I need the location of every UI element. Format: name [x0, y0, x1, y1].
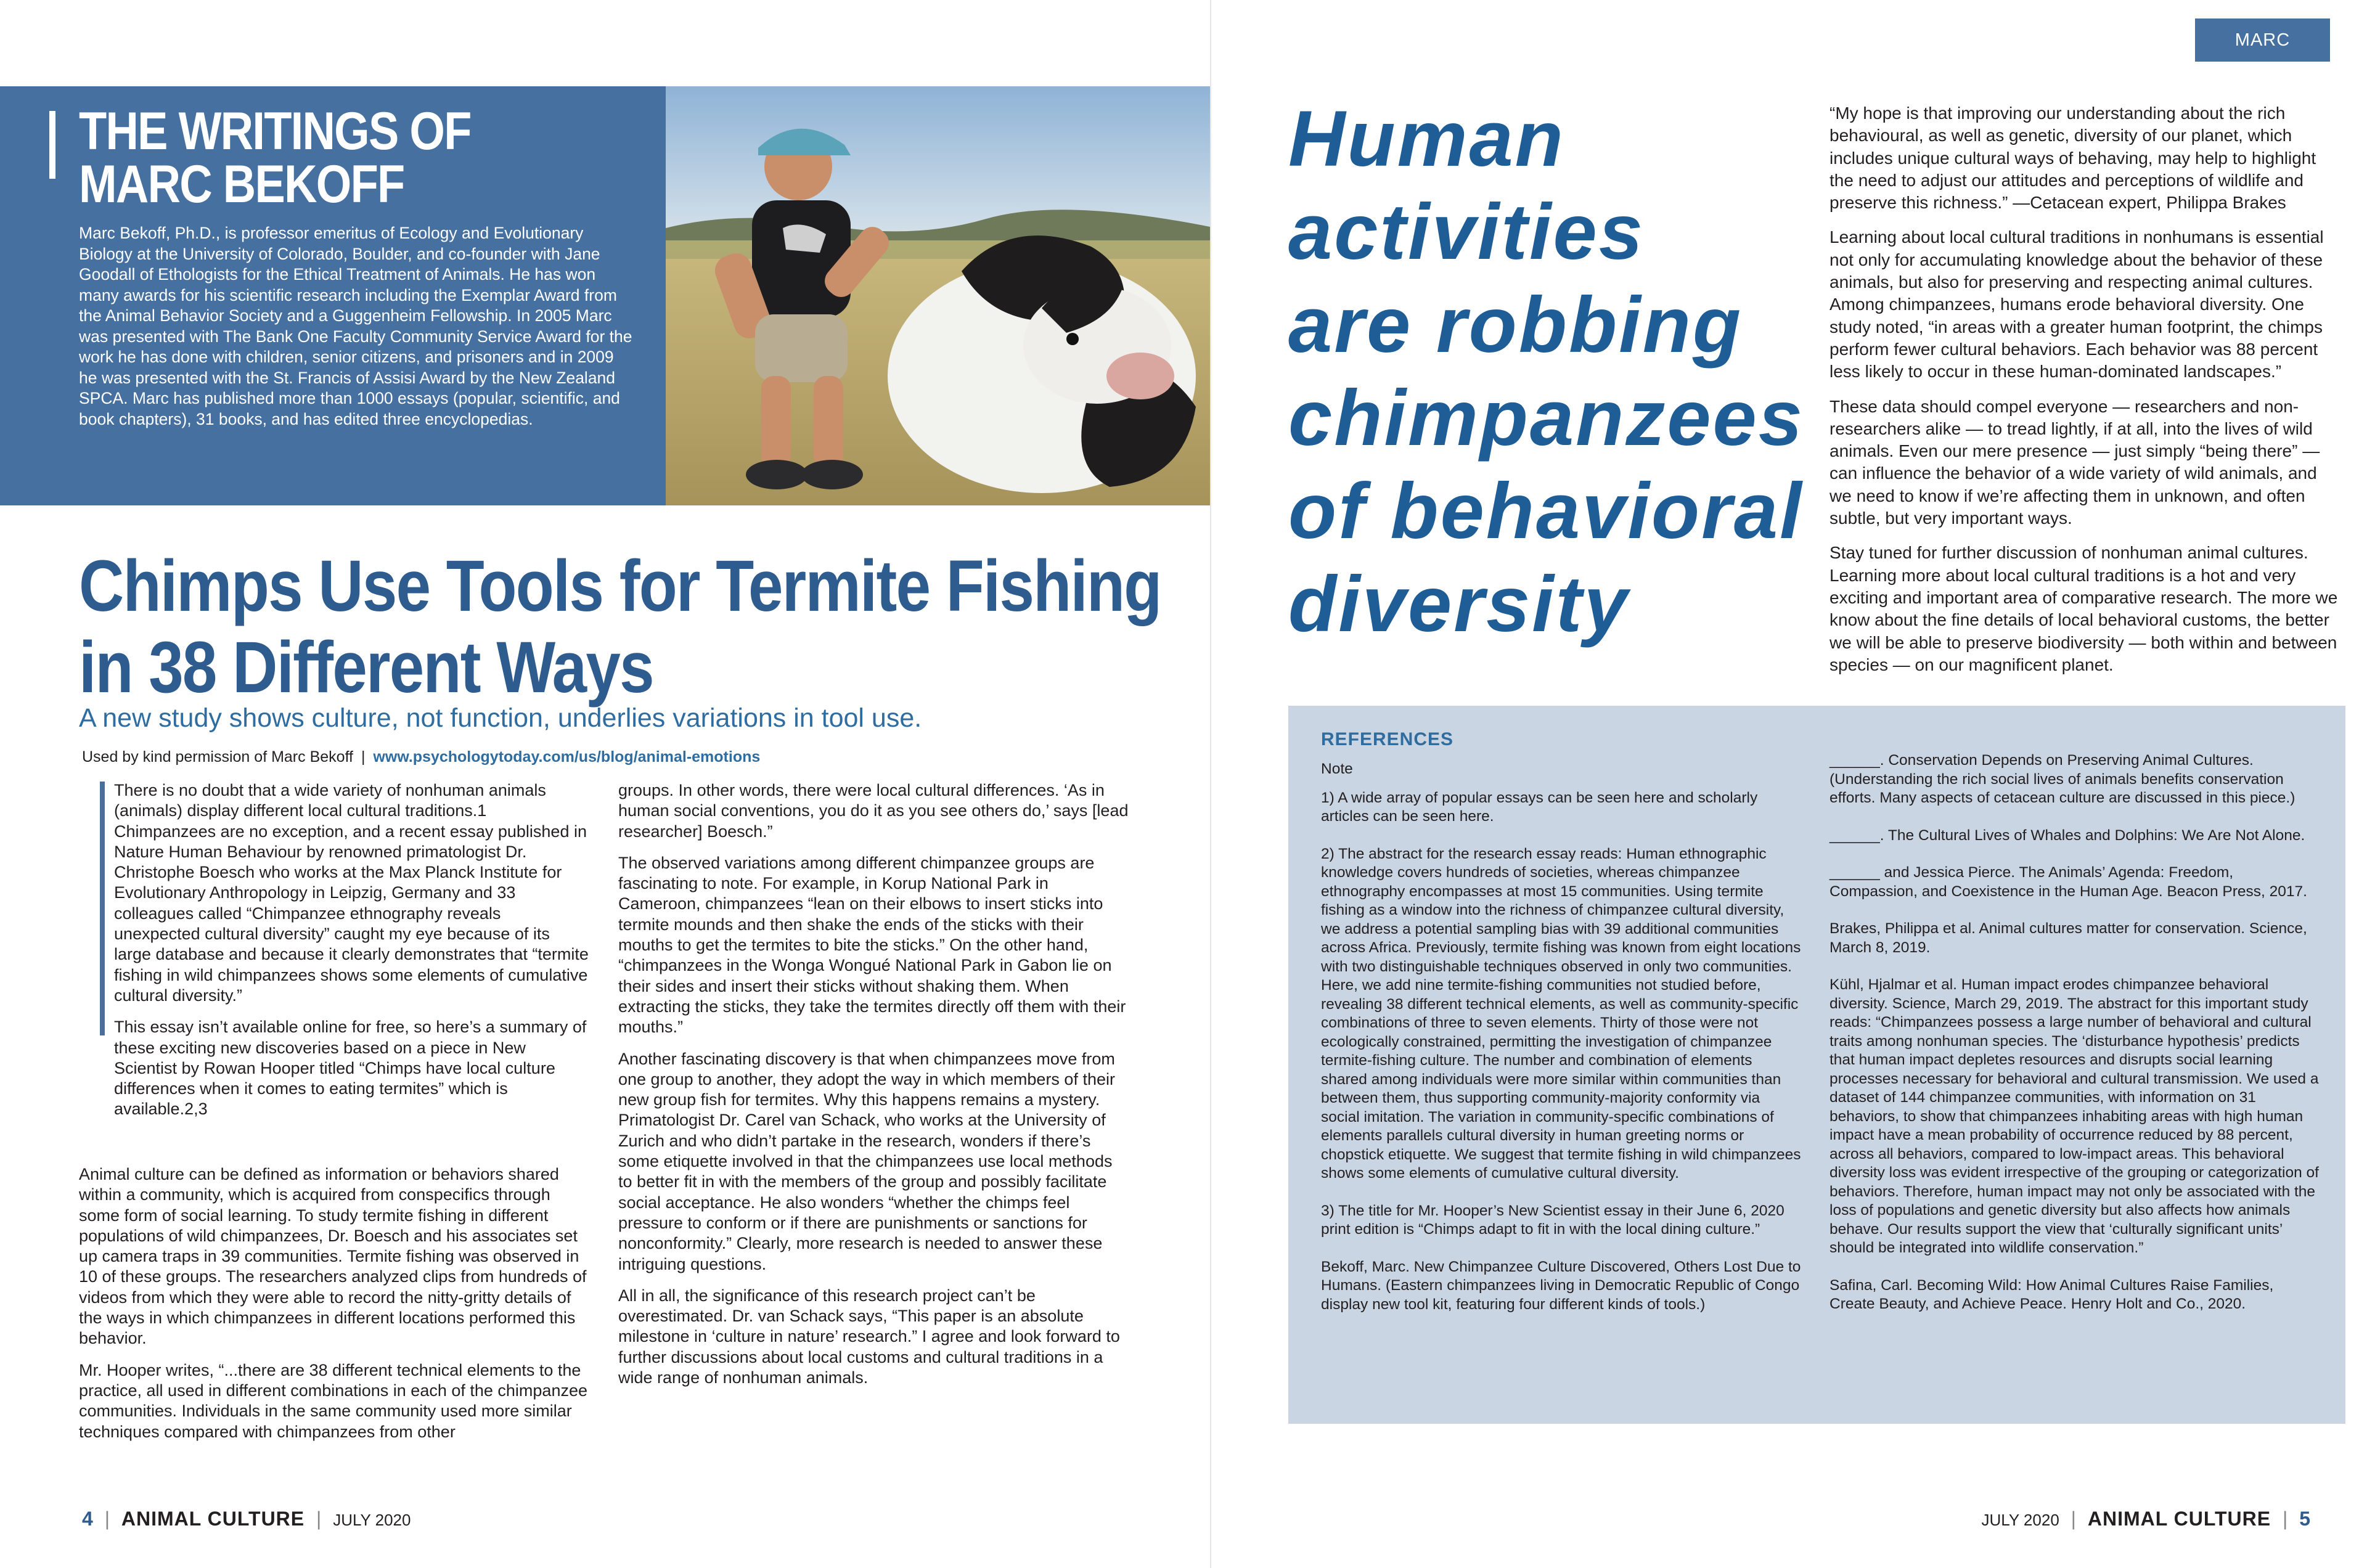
publication-name: ANIMAL CULTURE — [2087, 1508, 2271, 1530]
paragraph: There is no doubt that a wide variety of nonhuman animals (animals) display different local cultural traditions.1 Chimpanzees are no exception, and a recent essay published in Nature Human Behaviour by renowned primatologist Dr. Christophe Boesch who works at the Max Planck Institute for Evolutionary Anthropology in Leipzig, Germany and 33 colleagues called “Chimpanzee ethnography reveals unexpected cultural diversity” caught my eye because of its large database and because it clearly demonstrates that “termite fishing in wild chimpanzees shows some elements of cumulative cultural diversity.” — [114, 781, 589, 1005]
reference-item: ______ and Jessica Pierce. The Animals’ Agenda: Freedom, Compassion, and Coexistence in the Human Age. Beacon Press, 2017. — [1829, 864, 2307, 900]
reference-item: Kühl, Hjalmar et al. Human impact erodes chimpanzee behavioral diversity. Science, March 29, 2019. The abstract for this important study reads: “Chimpanzees possess a large number of behavioral and cultural traits among nonhuman species. The ‘disturbance hypothesis’ predicts that human impact depletes resources and disrupts social learning processes necessary for behavioral and cultural transmission. We used a dataset of 144 chimpanzee communities, with information on 31 behaviors, to show that chimpanzees inhabiting areas with high human impact have a mean probability of occurrence reduced by 88 percent, across all behaviors, compared to low-impact areas. This behavioral diversity loss was evident irrespective of the grouping or categorization of behaviors. Therefore, human impact may not only be associated with the loss of populations and genetic diversity but also affects how animals behave. Our results support the view that ‘culturally significant units’ should be integrated into wildlife conservation.” — [1829, 976, 2319, 1256]
article-subtitle: A new study shows culture, not function, underlies variations in tool use. — [79, 703, 922, 733]
pull-quote-line: are robbing — [1288, 281, 1743, 369]
paragraph: These data should compel everyone — researchers and non-researchers alike — to tread lightly, if at all, into the lives of wild animals. Even our mere presence — just simply “being there” — can influence the behavior of a wide variety of wild animals, and we need to know if we’re affecting them in unknown, and often subtle, but very important ways. — [1829, 396, 2320, 528]
page-number: 5 — [2299, 1508, 2310, 1530]
issue-date: JULY 2020 — [333, 1511, 411, 1529]
pull-quote-line: diversity — [1288, 560, 1630, 648]
paragraph: The observed variations among different chimpanzee groups are fascinating to note. For example, in Korup National Park in Cameroon, chimpanzees “lean on their elbows to insert sticks into termite mounds and then shake the ends of the sticks with their mouths to get the termites to bite the sticks.” On the other hand, “chimpanzees in the Wonga Wongué National Park in Gabon lie on their sides and insert their sticks without shaking them. When extracting the sticks, they take the termites directly off them with their mouths.” — [618, 853, 1126, 1037]
article-title-line1: Chimps Use Tools for Termite Fishing — [79, 545, 1161, 627]
paragraph: This essay isn’t available online for free, so here’s a summary of these exciting new discoveries based on a piece in New Scientist by Rowan Hooper titled “Chimps have local culture differences when it comes to eating termites” which is available.2,3 — [114, 1018, 587, 1119]
reference-item: 2) The abstract for the research essay reads: Human ethnographic knowledge covers hundreds of societies, whereas chimpanzee ethnography encompasses at most 15 communities. Using termite fishing as a window into the richness of chimpanzee cultural diversity, we address a potential sampling bias with 39 additional communities across Africa. Previously, termite fishing was known from eight locations with two distinguishable techniques observed in only two communities. Here, we add nine termite-fishing communities not studied before, revealing 38 different technical elements, as well as community-specific combinations of three to seven elements. Thirty of those were not ecologically constrained, permitting the investigation of chimpanzee termite-fishing culture. The number and combination of elements shared among individuals were more similar within communities than between them, thus supporting community-majority conformity via social imitation. The variation in community-specific combinations of elements parallels cultural diversity in human greeting norms or chopstick etiquette. We suggest that termite fishing in wild chimpanzees shows some elements of cumulative cultural diversity. — [1321, 845, 1801, 1182]
author-photo — [666, 86, 1210, 505]
intro-accent-bar — [100, 782, 105, 1035]
article-title — [79, 545, 1161, 708]
publication-name: ANIMAL CULTURE — [121, 1508, 305, 1530]
paragraph: All in all, the significance of this research project can’t be overestimated. Dr. van Schack says, “This paper is an absolute milestone in ‘culture in nature’ research.” I agree and look forward to further discussions about local customs and cultural traditions in a wide range of nonhuman animals. — [618, 1286, 1120, 1387]
paragraph: “My hope is that improving our understanding about the rich behavioural, as well as genetic, diversity of our planet, which includes unique cultural ways of behaving, may help to highlight the need to adjust our attitudes and perceptions of wildlife and preserve this richness.” —Cetacean expert, Philippa Brakes — [1829, 104, 2316, 213]
bio-heading — [79, 102, 556, 214]
paragraph: groups. In other words, there were local cultural differences. ‘As in human social conventions, you do it as you see others do,’ says [lead researcher] Boesch.” — [618, 781, 1129, 841]
folio-separator: | — [2283, 1508, 2288, 1530]
paragraph: Mr. Hooper writes, “...there are 38 different technical elements to the practice, all used in different combinations in each of the chimpanzee communities. Individuals in the same community used more similar techniques compared with chimpanzees from other — [79, 1360, 587, 1441]
permission-credit — [82, 747, 1192, 767]
body-column-1 — [79, 1164, 589, 1453]
folio-left — [82, 1506, 411, 1532]
paragraph: Another fascinating discovery is that when chimpanzees move from one group to another, they adopt the way in which members of their new group fish for termites. Why this happens remains a mystery. Primatologist Dr. Carel van Schack, who works at the University of Zurich and who didn’t partake in the research, wonders if there’s some etiquette involved in that the chimpanzees use local methods to better fit in with the members of the group and possibly facilitate social acceptance. He also wonders “whether the chimps feel pressure to conform or if there are punishments or sanctions for nonconformity.” Clearly, more research is needed to answer these intriguing questions. — [618, 1049, 1115, 1273]
reference-item: Brakes, Philippa et al. Animal cultures matter for conservation. Science, March 8, 2019. — [1829, 920, 2307, 956]
references-heading: REFERENCES — [1321, 729, 1454, 749]
reference-item: ______. The Cultural Lives of Whales and Dolphins: We Are Not Alone. — [1829, 827, 2305, 844]
reference-item: 1) A wide array of popular essays can be seen here and scholarly articles can be seen here. — [1321, 789, 1758, 825]
bio-heading-line1: THE WRITINGS OF — [79, 102, 471, 161]
folio-separator: | — [316, 1508, 322, 1530]
bio-heading-line2: MARC BEKOFF — [79, 155, 404, 214]
pull-quote-line: Human — [1288, 95, 1565, 183]
folio-separator: | — [104, 1508, 110, 1530]
paragraph: Animal culture can be defined as information or behaviors shared within a community, which is acquired from conspecifics through some form of social learning. To study termite fishing in different populations of wild chimpanzees, Dr. Boesch and his associates set up camera traps in 39 communities. Termite fishing was observed in 10 of these groups. The researchers analyzed clips from hundreds of videos from which they were able to record the nitty-gritty details of the ways in which chimpanzees in different locations performed this behavior. — [79, 1165, 587, 1348]
article-title-line2: in 38 Different Ways — [79, 627, 653, 708]
pull-quote-line: activities — [1288, 188, 1645, 276]
references-column-right — [1829, 751, 2323, 1333]
credit-separator: | — [361, 748, 366, 766]
folio-separator: | — [2071, 1508, 2076, 1530]
credit-url-link[interactable]: www.psychologytoday.com/us/blog/animal-emotions — [373, 748, 761, 766]
photo-illustration — [666, 86, 1210, 505]
paragraph: Stay tuned for further discussion of nonhuman animal cultures. Learning more about local cultural traditions is a hot and very exciting and important area of comparative research. The more we know about the fine details of local behavioral customs, the better we will be able to preserve biodiversity — both within and between species — on our magnificent planet. — [1829, 543, 2338, 674]
page-number: 4 — [82, 1508, 93, 1530]
reference-item: Safina, Carl. Becoming Wild: How Animal Cultures Raise Families, Create Beauty, and Achieve Peace. Henry Holt and Co., 2020. — [1829, 1276, 2274, 1312]
body-column-1-intro — [114, 780, 589, 1131]
credit-text: Used by kind permission of Marc Bekoff — [82, 748, 354, 766]
page-spine — [1210, 0, 1211, 1568]
body-column-3 — [1829, 102, 2342, 688]
author-tab: MARC BEKOFF — [2195, 18, 2330, 62]
pull-quote-line: of behavioral — [1288, 467, 1804, 555]
issue-date: JULY 2020 — [1981, 1511, 2059, 1529]
reference-item: 3) The title for Mr. Hooper’s New Scientist essay in their June 6, 2020 print edition is “Chimps adapt to fit in with the local dining culture.” — [1321, 1202, 1784, 1238]
bio-accent-bar — [49, 111, 55, 179]
pull-quote — [1288, 92, 1812, 651]
reference-note-label: Note — [1321, 761, 1353, 777]
reference-item: Bekoff, Marc. New Chimpanzee Culture Discovered, Others Lost Due to Humans. (Eastern chimpanzees living in Democratic Republic of Congo display new tool kit, featuring four different kinds of tools.) — [1321, 1258, 1801, 1313]
folio-right — [1982, 1506, 2310, 1532]
pull-quote-line: chimpanzees — [1288, 374, 1804, 462]
paragraph: Learning about local cultural traditions in nonhumans is essential not only for accumulating knowledge about the behavior of these animals, but also for preserving and respecting animal cultures. Among chimpanzees, humans erode behavioral diversity. One study noted, “in areas with a greater human footprint, the chimps perform fewer cultural behaviors. Each behavior was 88 percent less likely to occur in these human-dominated landscapes.” — [1829, 227, 2324, 382]
references-column-left — [1321, 760, 1802, 1333]
bio-text: Marc Bekoff, Ph.D., is professor emeritus of Ecology and Evolutionary Biology at the University of Colorado, Boulder, and co-founder with Jane Goodall of Ethologists for the Ethical Treatment of Animals. He has won many awards for his scientific research including the Exemplar Award from the Animal Behavior Society and a Guggenheim Fellowship. In 2005 Marc was presented with The Bank One Faculty Community Service Award for the work he has done with children, senior citizens, and prisoners and in 2009 he was presented with the St. Francis of Assisi Award by the New Zealand SPCA. Marc has published more than 1000 essays (popular, scientific, and book chapters), 31 books, and has edited three encyclopedias. — [79, 224, 632, 428]
body-column-2 — [618, 780, 1130, 1399]
reference-item: ______. Conservation Depends on Preserving Animal Cultures. (Understanding the rich social lives of animals benefits conservation efforts. Many aspects of cetacean culture are discussed in this piece.) — [1829, 752, 2295, 806]
